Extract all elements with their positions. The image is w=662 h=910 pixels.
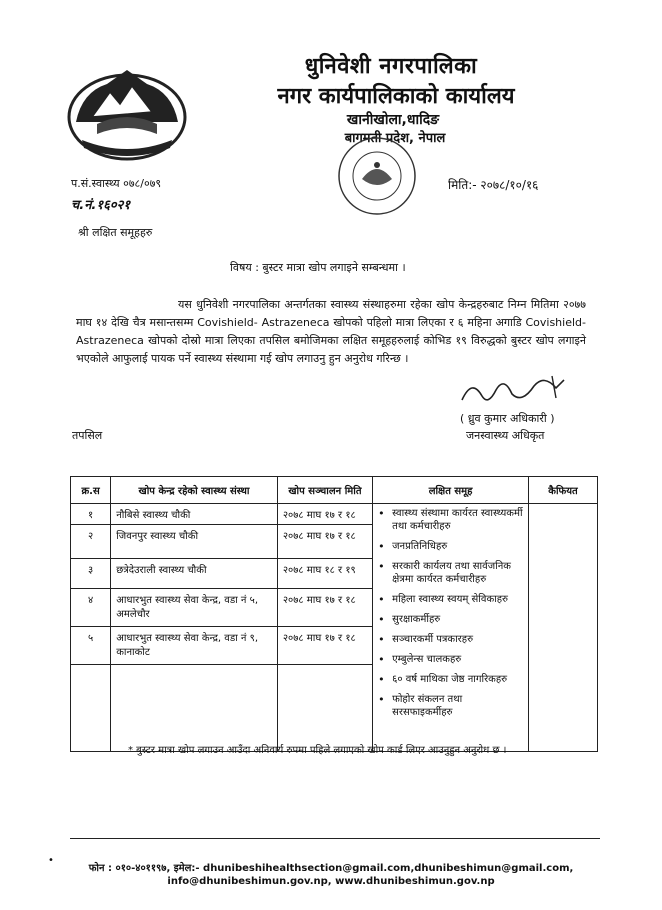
signature-icon — [452, 370, 572, 410]
col-header-remarks: कैफियत — [529, 477, 598, 504]
target-group-list — [378, 507, 523, 719]
signatory-title: जनस्वास्थ्य अधिकृत — [466, 429, 545, 442]
address-line: खानीखोला,धादिङ — [346, 112, 440, 128]
list-item: • फोहोर संकलन तथा सरसफाइकर्मीहरु — [378, 693, 523, 719]
nepal-emblem-icon — [62, 62, 192, 162]
spacer-cell — [111, 665, 278, 752]
table-header-row — [71, 477, 598, 504]
footer-divider — [70, 838, 600, 839]
row-sn: २ — [71, 525, 111, 559]
row-date: २०७८ माघ १७ र १८ — [277, 504, 372, 525]
row-center: आधारभुत स्वास्थ्य सेवा केन्द्र, वडा नं ९, कानाकोट — [111, 627, 278, 665]
footer-contact-line: फोन : ०१०-४०११९७, इमेल:- dhunibeshihealthsection@gmail.com,dhunibeshimun@gmail.com, — [88, 863, 574, 874]
col-header-date: खोप सञ्चालन मिति — [277, 477, 372, 504]
footnote: * बुस्टर मात्रा खोप लगाउन आउँदा अनिवार्य रुपमा पहिले लगाएको खोप कार्ड लिएर आउनुहुन अनुरोध छ । — [128, 745, 507, 756]
list-item: • सञ्चारकर्मी पत्रकारहरु — [378, 633, 523, 646]
remarks-cell — [529, 504, 598, 752]
list-item: • जनप्रतिनिधिहरु — [378, 540, 523, 553]
row-sn: १ — [71, 504, 111, 525]
row-sn: ४ — [71, 589, 111, 627]
row-center: आधारभुत स्वास्थ्य सेवा केन्द्र, वडा नं ५, अमलेचौर — [111, 589, 278, 627]
body-paragraph — [76, 296, 586, 368]
list-item: • महिला स्वास्थ्य स्वयम् सेविकाहरु — [378, 593, 523, 606]
row-sn: ३ — [71, 559, 111, 589]
dispatch-number: च.नं.१६०२१ — [71, 198, 131, 213]
office-stamp-icon — [336, 135, 418, 217]
list-item: • सरकारी कार्यलय तथा सार्वजनिक क्षेत्रमा कार्यरत कर्मचारीहरु — [378, 560, 523, 586]
spacer-cell — [277, 665, 372, 752]
row-center: नौबिसे स्वास्थ्य चौकी — [111, 504, 278, 525]
list-item: • सुरक्षाकर्मीहरु — [378, 613, 523, 626]
list-item: • स्वास्थ्य संस्थामा कार्यरत स्वास्थ्यकर्मी तथा कर्मचारीहरु — [378, 507, 523, 533]
org-name: धुनिवेशी नगरपालिका — [304, 54, 478, 79]
province-line: बागमती प्रदेश, नेपाल — [344, 131, 446, 146]
row-sn: ५ — [71, 627, 111, 665]
row-date: २०७८ माघ १७ र १८ — [277, 525, 372, 559]
col-header-sn: क्र.स — [71, 477, 111, 504]
col-header-target: लक्षित समूह — [373, 477, 529, 504]
row-date: २०७८ माघ १७ र १८ — [277, 589, 372, 627]
target-groups-cell — [373, 504, 529, 752]
document-date: मिति:- २०७८/१०/१६ — [448, 178, 539, 192]
row-date: २०७८ माघ १७ र १८ — [277, 627, 372, 665]
footer-web-line: info@dhunibeshimun.gov.np, www.dhunibeshimun.gov.np — [167, 876, 495, 887]
annex-label: तपसिल — [72, 429, 103, 442]
list-item: • ६० वर्ष माथिका जेष्ठ नागरिकहरु — [378, 673, 523, 686]
list-item: • एम्बुलेन्स चालकहरु — [378, 653, 523, 666]
bullet-mark: • — [48, 855, 54, 866]
subject-line: विषय : बुस्टर मात्रा खोप लगाइने सम्बन्धमा । — [230, 261, 406, 274]
col-header-center: खोप केन्द्र रहेको स्वास्थ्य संस्था — [111, 477, 278, 504]
body-text: यस धुनिवेशी नगरपालिका अन्तर्गतका स्वास्थ्य संस्थाहरुमा रहेका खोप केन्द्रहरुबाट निम्न मितिमा २०७७ माघ १४ देखि चैत्र मसान्तसम्म Covishield- Astrazeneca खोपको पहिलो मात्रा लिएका र ६ महिना अगाडि Covishield- Astrazeneca खोपको दोस्रो मात्रा लिएका तपसिल बमोजिमका लक्षित समूहहरुलाई कोभिड १९ विरुद्धको बुस्टर खोप लगाइने भएकोले आफुलाई पायक पर्ने स्वास्थ्य संस्थामा गई खोप लगाउनु हुन अनुरोध गरिन्छ । — [76, 298, 586, 365]
row-center: जिवनपुर स्वास्थ्य चौकी — [111, 525, 278, 559]
vaccination-schedule-table — [70, 476, 598, 752]
row-center: छत्रेदेउराली स्वास्थ्य चौकी — [111, 559, 278, 589]
table-row — [71, 504, 598, 525]
signatory-name: ( ध्रुव कुमार अधिकारी ) — [460, 412, 555, 425]
reference-number: प.सं.स्वास्थ्य ०७८/०७९ — [71, 177, 162, 190]
recipient: श्री लक्षित समूहहरु — [78, 226, 153, 239]
row-date: २०७८ माघ १८ र १९ — [277, 559, 372, 589]
spacer-cell — [71, 665, 111, 752]
office-name: नगर कार्यपालिकाको कार्यालय — [277, 84, 515, 109]
